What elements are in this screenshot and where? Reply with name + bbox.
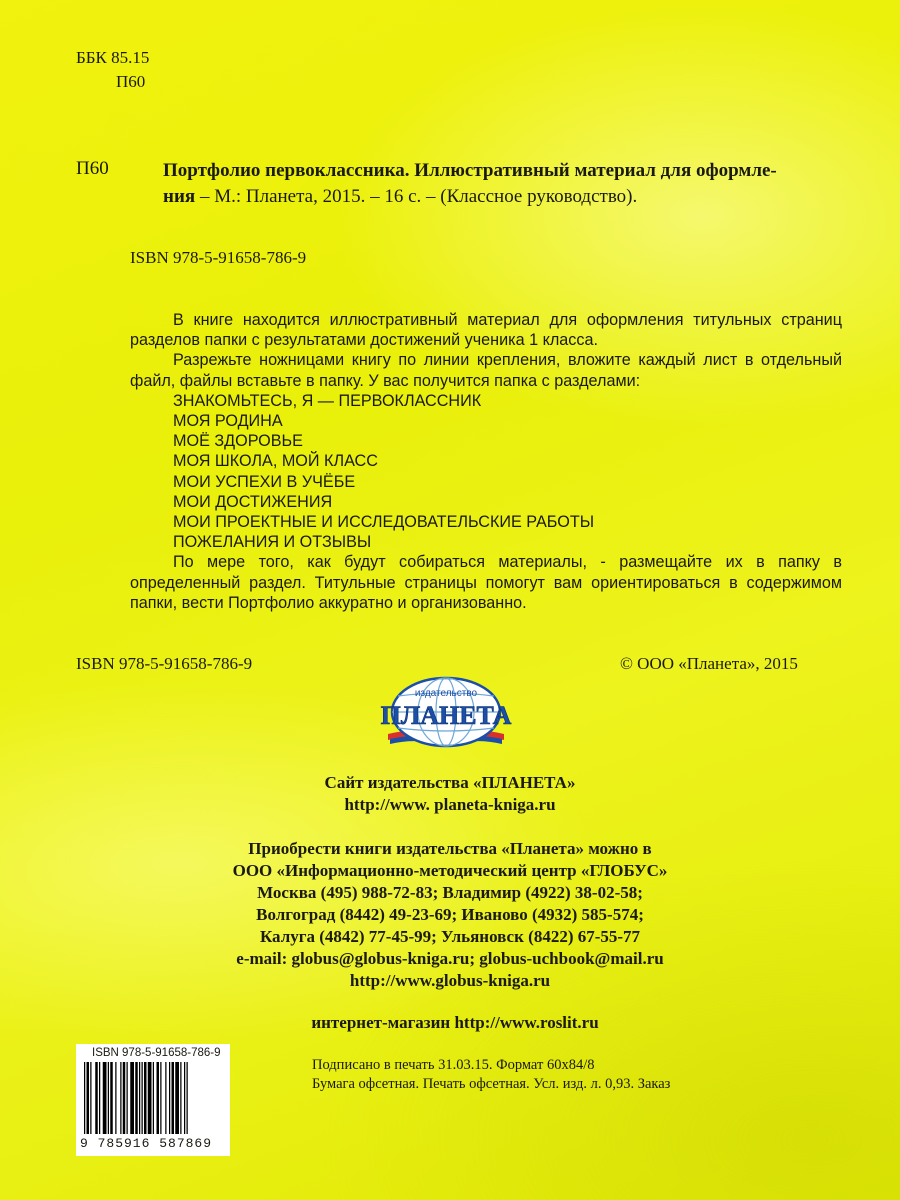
site-url: http://www. planeta-kniga.ru: [344, 795, 556, 814]
bbk-classification: [76, 46, 149, 94]
logo-name-text: ПЛАНЕТА: [380, 701, 512, 730]
distributor-line: ООО «Информационно-методический центр «ГЛОБУС»: [232, 861, 668, 880]
section-list: [130, 391, 842, 553]
distributor-line: Москва (495) 988-72-83; Владимир (4922) 38-02-58;: [257, 883, 643, 902]
section-item: МОЯ ШКОЛА, МОЙ КЛАСС: [173, 452, 378, 471]
logo-small-text: издательство: [414, 688, 478, 699]
barcode-digits: 9 785916 587869: [80, 1136, 213, 1151]
distributor-line: Волгоград (8442) 49-23-69; Иваново (4932) 585-574;: [256, 905, 644, 924]
print-info: [312, 1056, 670, 1094]
isbn-bottom: ISBN 978-5-91658-786-9: [76, 654, 253, 673]
publisher-site: [0, 772, 900, 816]
publication-details: – М.: Планета, 2015. – 16 с. – (Классное руководство).: [195, 186, 638, 207]
section-item: ЗНАКОМЬТЕСЬ, Я — ПЕРВОКЛАССНИК: [173, 391, 482, 410]
distributor-line: e-mail: globus@globus-kniga.ru; globus-uchbook@mail.ru: [236, 949, 664, 968]
author-mark: П60: [116, 72, 146, 91]
distributor-line: Калуга (4842) 77-45-99; Ульяновск (8422) 67-55-77: [259, 927, 641, 946]
distributor-line: http://www.globus-kniga.ru: [349, 971, 551, 990]
online-shop: интернет-магазин http://www.roslit.ru: [311, 1013, 599, 1032]
bibliographic-description: [163, 158, 838, 210]
copyright: © ООО «Планета», 2015: [620, 654, 798, 673]
print-line-2: Бумага офсетная. Печать офсетная. Усл. изд. л. 0,93. Заказ: [312, 1076, 671, 1092]
annotation-paragraph-3: По мере того, как будут собираться материалы, - размещайте их в папку в определенный раздел. Титульные страницы помогут вам ориентироваться в содержимом папки, вести Портфолио аккуратно и организованно.: [130, 553, 842, 612]
site-label: Сайт издательства «ПЛАНЕТА»: [324, 773, 576, 792]
barcode-isbn: ISBN 978-5-91658-786-9: [92, 1047, 221, 1059]
distributor-info: [0, 838, 900, 992]
section-item: ПОЖЕЛАНИЯ И ОТЗЫВЫ: [173, 533, 372, 552]
section-item: МОИ ДОСТИЖЕНИЯ: [173, 492, 333, 511]
annotation-paragraph-1: В книге находится иллюстративный материал для оформления титульных страниц разделов папки с результатами достижений ученика 1 класса.: [130, 311, 842, 350]
section-item: МОИ ПРОЕКТНЫЕ И ИССЛЕДОВАТЕЛЬСКИЕ РАБОТЫ: [173, 513, 595, 532]
annotation-paragraph-2: Разрежьте ножницами книгу по линии крепления, вложите каждый лист в отдельный файл, файлы вставьте в папку. У вас получится папка с разделами:: [130, 351, 842, 390]
distributor-line: Приобрести книги издательства «Планета» можно в: [248, 839, 652, 858]
isbn-top: ISBN 978-5-91658-786-9: [130, 248, 307, 267]
print-line-1: Подписано в печать 31.03.15. Формат 60х84/8: [312, 1057, 595, 1073]
book-title-part2: ния: [163, 186, 196, 207]
publisher-logo: [380, 672, 512, 754]
barcode-icon: [80, 1062, 226, 1136]
section-item: МОЯ РОДИНА: [173, 412, 283, 431]
bibliographic-index: П60: [76, 158, 109, 179]
section-item: МОИ УСПЕХИ В УЧЁБЕ: [173, 472, 356, 491]
annotation: [130, 310, 842, 613]
globe-book-logo-icon: [380, 672, 512, 754]
section-item: МОЁ ЗДОРОВЬЕ: [173, 432, 303, 451]
book-title-part1: Портфолио первоклассника. Иллюстративный материал для оформле-: [163, 160, 777, 181]
bbk-code: ББК 85.15: [76, 48, 150, 67]
